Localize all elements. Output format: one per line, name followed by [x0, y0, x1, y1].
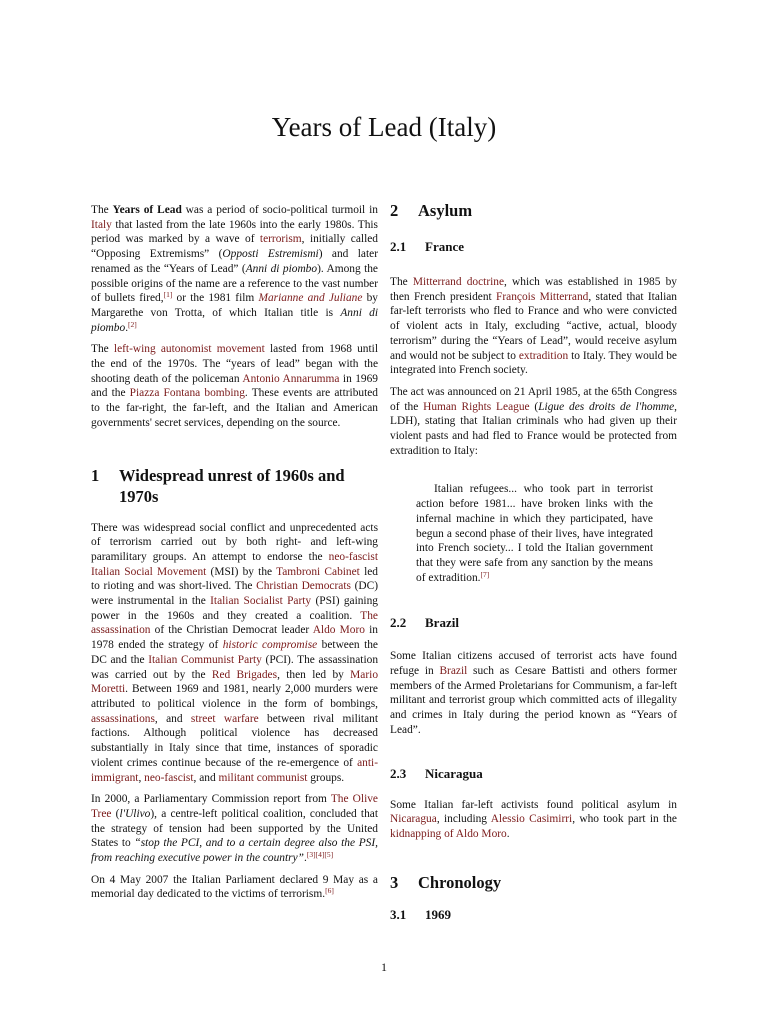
- link-brazil[interactable]: Brazil: [439, 665, 468, 678]
- link-human-rights-league[interactable]: Human Rights League: [423, 400, 530, 413]
- text: (PCI). The assassination was carried out by the: [91, 653, 379, 681]
- link-street-warfare[interactable]: street warfare: [190, 712, 259, 725]
- section1-paragraph-3: [91, 873, 378, 902]
- text: , initially called “Opposing Extremisms” (: [91, 233, 378, 261]
- section-title: Asylum: [418, 201, 473, 220]
- text: , who took part in the: [572, 813, 677, 826]
- link-extradition[interactable]: extradition: [518, 349, 569, 362]
- text: Some Italian far-left activists found political asylum in: [390, 798, 677, 811]
- text: , including: [436, 813, 491, 826]
- link-historic-compromise[interactable]: historic compromise: [222, 639, 318, 652]
- ref-2[interactable]: [2]: [128, 319, 137, 329]
- text: (: [111, 807, 120, 820]
- section1-paragraph-2: [91, 792, 378, 866]
- link-marianne-juliane[interactable]: Marianne and Juliane: [258, 292, 363, 305]
- text: In 2000, a Parliamentary Commission report from: [91, 793, 331, 806]
- link-aldo-moro[interactable]: Aldo Moro: [312, 624, 365, 637]
- link-autonomist-movement[interactable]: left-wing autonomist movement: [113, 343, 265, 356]
- text: such as Cesare Battisti and others former members of the Armed Proletarians for Communism, a far-left militant and terrorist group which committed acts of illegality and crimes in Italy during the period known as “Years of Lead”.: [390, 665, 677, 736]
- ref-3-4-5[interactable]: [3][4][5]: [306, 850, 334, 860]
- section-number: 2: [390, 201, 399, 220]
- text: by Margarethe von Trotta, of which Italian title is: [91, 292, 378, 319]
- italic-term: Anni di piombo: [91, 306, 378, 334]
- link-antonio-annarumma[interactable]: Antonio Annarumma: [242, 372, 340, 385]
- text: The: [91, 343, 114, 356]
- subsection-title: Brazil: [425, 615, 459, 631]
- link-red-brigades[interactable]: Red Brigades: [211, 668, 278, 681]
- ref-6[interactable]: [6]: [325, 886, 334, 896]
- text: The: [390, 276, 413, 288]
- brazil-paragraph: [390, 649, 677, 737]
- right-column: [390, 200, 677, 937]
- link-nicaragua[interactable]: Nicaragua: [390, 813, 437, 826]
- text: Some Italian citizens accused of terrorist acts have found refuge in: [390, 650, 677, 678]
- nicaragua-paragraph: [390, 798, 677, 842]
- link-kidnapping-aldo-moro[interactable]: kidnapping of Aldo Moro: [390, 827, 507, 840]
- link-militant-communist[interactable]: militant communist: [218, 771, 308, 784]
- section-title: Chronology: [418, 872, 502, 892]
- italic-term: Opposti Estremismi: [222, 248, 319, 261]
- italic-term: l'Ulivo: [119, 807, 151, 820]
- text: in 1969 and the: [91, 372, 378, 400]
- text: between the DC and the: [91, 639, 378, 666]
- link-mitterrand-doctrine[interactable]: Mitterrand doctrine: [412, 276, 505, 288]
- text: , then led by: [277, 668, 351, 681]
- lead-paragraph-1: [91, 203, 378, 335]
- text: Italian refugees... who took part in terrorist action before 1981... have broken links with the infernal machine in which they participated, have begun a second phase of their lives, have integrated into French society... I told the Italian government that they were safe from any sanction by the means of extradition.: [416, 483, 653, 584]
- subsection-title: France: [425, 239, 464, 254]
- bold-term: Years of Lead: [112, 204, 182, 216]
- link-italian-socialist-party[interactable]: Italian Socialist Party: [210, 595, 312, 608]
- subsection-number: 2.1: [390, 239, 407, 254]
- text: was a period of socio-political turmoil in: [181, 204, 378, 216]
- text: , and: [193, 771, 219, 784]
- text: to Italy. They would be integrated into French society.: [390, 349, 677, 377]
- section-heading-2: [390, 200, 677, 221]
- text: groups.: [307, 771, 345, 784]
- subsection-number: 2.2: [390, 615, 407, 631]
- italic-term: Ligue des droits de l'homme: [538, 400, 675, 413]
- link-italian-social-movement[interactable]: neo-fascist Italian Social Movement: [91, 550, 378, 578]
- lead-paragraph-2: [91, 342, 378, 430]
- text: (DC) were instrumental in the: [91, 580, 379, 608]
- link-italy[interactable]: Italy: [91, 218, 112, 231]
- text: . These events are attributed to the far-right, the far-left, and the Italian and American governments' secret services, depending on the source.: [91, 387, 379, 429]
- text: (PSI) gaining power in the 1960s and they created a coalition.: [91, 595, 378, 622]
- link-piazza-fontana[interactable]: Piazza Fontana bombing: [129, 387, 245, 400]
- text: ). Among the possible origins of the name are a reference to the vast number of bullets fired,: [91, 262, 378, 305]
- text: that lasted from the late 1960s into the early 1980s. This period was marked by a wave of: [91, 218, 378, 246]
- link-christian-democrats[interactable]: Christian Democrats: [256, 580, 351, 593]
- link-assassinations[interactable]: assassinations: [91, 712, 155, 725]
- text: between rival militant factions. Although political violence has decreased substantially in Italy since that time, instances of sporadic violent crimes continue because of the re-emergence of: [91, 712, 378, 769]
- text: The act was announced on 21 April 1985, at the 65th Congress of the: [390, 385, 677, 413]
- ref-7[interactable]: [7]: [480, 569, 490, 579]
- text: .: [304, 852, 307, 865]
- text: .: [125, 321, 129, 334]
- subsection-heading-3-1: [390, 907, 677, 923]
- text: There was widespread social conflict and unprecedented acts of terrorism carried out by both right- and left-wing paramilitary groups. An attempt to endorse the: [91, 521, 378, 563]
- link-tambroni-cabinet[interactable]: Tambroni Cabinet: [276, 565, 360, 578]
- text: , which was established in 1985 by then French president: [390, 276, 677, 303]
- text: .: [506, 827, 510, 840]
- page-title: Years of Lead (Italy): [271, 112, 497, 142]
- section-heading-3: [390, 872, 677, 893]
- text: , stated that Italian far-left terrorists who fled to France and who were convicted of violent acts in Italy, excluding “active, actual, bloody terrorism” during the “Years of Lead”, would receive asylum and would not be subject to: [390, 290, 677, 362]
- link-olive-tree[interactable]: The Olive Tree: [91, 793, 378, 820]
- text: (MSI) by the: [206, 565, 277, 578]
- text: lasted from 1968 until the end of the 1970s. The “years of lead” began with the shooting death of the policeman: [91, 343, 378, 385]
- subsection-heading-2-3: [390, 766, 677, 782]
- text: On 4 May 2007 the Italian Parliament declared 9 May as a memorial day dedicated to the victims of terrorism.: [91, 873, 378, 901]
- text: in 1978 ended the strategy of: [91, 624, 378, 652]
- link-assassination[interactable]: The assassination: [91, 609, 378, 637]
- text: , and: [154, 712, 191, 725]
- section-heading-1: [91, 465, 378, 507]
- text: The: [91, 204, 113, 216]
- section-title: Widespread unrest of 1960s and 1970s: [119, 465, 345, 506]
- text: ), a centre-left political coalition, concluded that the strategy of tension had been supported by the United States to: [91, 807, 378, 850]
- text: or the 1981 film: [172, 292, 259, 305]
- italic-term: Anni di piombo: [245, 262, 318, 275]
- italic-quote: “stop the PCI, and to a certain degree also the PSI, from reaching executive power in the country”: [91, 837, 378, 865]
- subsection-title: 1969: [425, 906, 451, 922]
- link-alessio-casimirri[interactable]: Alessio Casimirri: [490, 813, 573, 826]
- link-neo-fascist[interactable]: neo-fascist: [144, 771, 194, 784]
- text: . Between 1969 and 1981, nearly 2,000 murders were attributed to political violence in the form of bombings,: [91, 683, 378, 710]
- section-number: 1: [91, 465, 100, 485]
- text: , LDH), stating that Italian criminals who had given up their violent pasts and had fled to France would be protected from extradition to Italy:: [390, 400, 677, 457]
- subsection-heading-2-1: [390, 239, 677, 255]
- subsection-number: 2.3: [390, 765, 407, 781]
- text: ) and later renamed as the “Years of Lead” (: [91, 248, 378, 275]
- france-paragraph-2: [390, 385, 677, 459]
- link-terrorism[interactable]: terrorism: [259, 233, 302, 246]
- text: of the Christian Democrat leader: [150, 624, 313, 637]
- subsection-title: Nicaragua: [425, 765, 483, 781]
- mitterrand-quote: [416, 482, 653, 585]
- left-column: [91, 203, 378, 909]
- link-francois-mitterrand[interactable]: François Mitterrand: [496, 290, 589, 303]
- france-paragraph-1: [390, 275, 677, 378]
- subsection-number: 3.1: [390, 906, 407, 922]
- page-number: 1: [381, 960, 387, 974]
- text: (: [529, 400, 539, 413]
- section-number: 3: [390, 872, 399, 892]
- link-anti-immigrant[interactable]: anti-immigrant: [91, 756, 378, 784]
- text: ,: [138, 771, 145, 784]
- link-mario-moretti[interactable]: Mario Moretti: [91, 668, 379, 696]
- ref-1[interactable]: [1]: [163, 290, 173, 300]
- link-italian-communist-party[interactable]: Italian Communist Party: [148, 653, 262, 666]
- text: led to rioting and was short-lived. The: [91, 565, 378, 593]
- subsection-heading-2-2: [390, 615, 677, 631]
- section1-paragraph-1: [91, 521, 378, 786]
